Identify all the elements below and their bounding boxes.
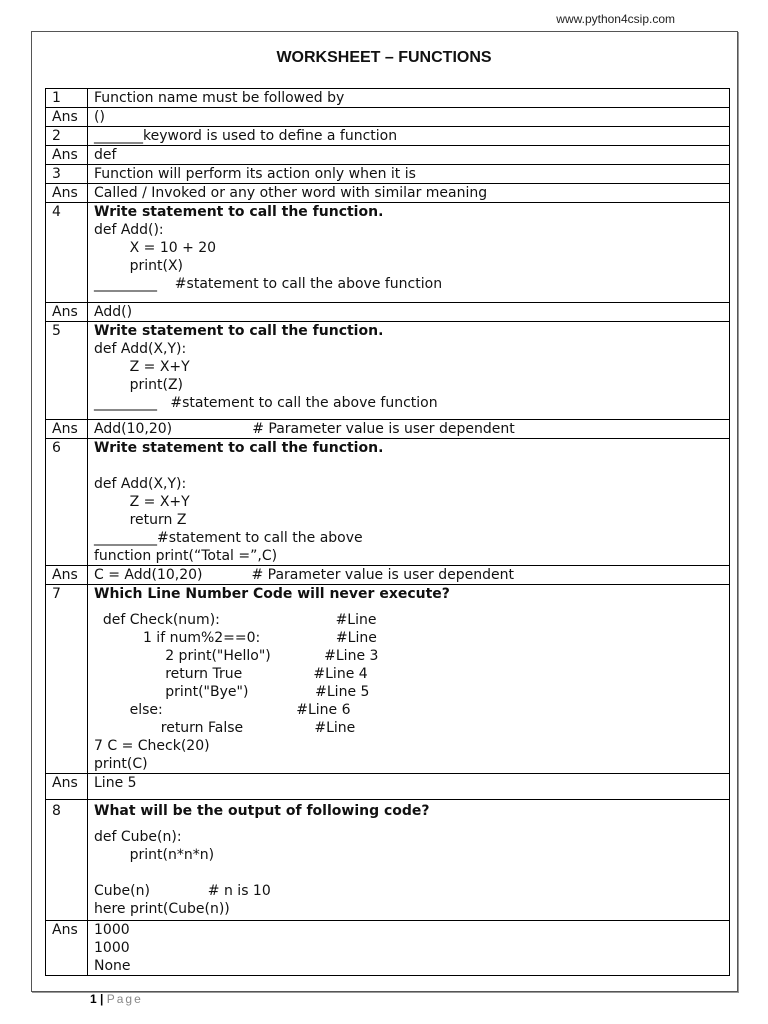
answer-row-8: [46, 921, 730, 976]
question-text: _______keyword is used to define a function: [88, 127, 730, 146]
question-row-1: [46, 89, 730, 108]
question-number: 3: [46, 165, 88, 184]
question-row-4: [46, 203, 730, 303]
question-heading: Write statement to call the function.: [94, 440, 384, 456]
question-row-8: [46, 800, 730, 921]
question-number: 1: [46, 89, 88, 108]
question-row-7: [46, 585, 730, 774]
code-block: def Check(num): #Line 1 if num%2==0: #Line 2 print("Hello") #Line 3 return True #Line 4 print("Bye") #Line 5 else: #Line 6 return False #Line 7 C = Check(20) print(C): [94, 612, 379, 772]
question-number: 6: [46, 439, 88, 566]
answer-label: Ans: [46, 774, 88, 800]
answer-text: Add(10,20) # Parameter value is user dependent: [88, 420, 730, 439]
question-row-6: [46, 439, 730, 566]
page-word: Page: [106, 992, 143, 1006]
answer-label: Ans: [46, 184, 88, 203]
question-cell: [88, 800, 730, 921]
answer-label: Ans: [46, 146, 88, 165]
page-number: 1: [90, 992, 97, 1006]
question-cell: [88, 322, 730, 420]
question-heading: Write statement to call the function.: [94, 204, 384, 220]
question-cell: [88, 203, 730, 303]
code-block: def Add(X,Y): Z = X+Y print(Z) _________ #statement to call the above function: [94, 341, 438, 411]
question-cell: [88, 439, 730, 566]
question-heading: What will be the output of following code?: [94, 803, 430, 819]
code-block: def Add(): X = 10 + 20 print(X) _________ #statement to call the above function: [94, 222, 443, 292]
answer-row-7: [46, 774, 730, 800]
answer-row-4: [46, 303, 730, 322]
answer-label: Ans: [46, 420, 88, 439]
question-number: 4: [46, 203, 88, 303]
answer-text: Line 5: [88, 774, 730, 800]
question-number: 8: [46, 800, 88, 921]
question-row-2: [46, 127, 730, 146]
question-number: 2: [46, 127, 88, 146]
answer-text: Called / Invoked or any other word with similar meaning: [88, 184, 730, 203]
question-text: Function will perform its action only when it is: [88, 165, 730, 184]
footer-separator: |: [100, 992, 104, 1006]
question-number: 5: [46, 322, 88, 420]
question-heading: Write statement to call the function.: [94, 323, 384, 339]
question-text: Function name must be followed by: [88, 89, 730, 108]
answer-text: (): [88, 108, 730, 127]
answer-text: def: [88, 146, 730, 165]
answer-label: Ans: [46, 566, 88, 585]
worksheet-title: WORKSHEET – FUNCTIONS: [276, 49, 492, 66]
code-block: def Add(X,Y): Z = X+Y return Z _________#statement to call the above function print(“Total =”,C): [94, 476, 363, 564]
answer-label: Ans: [46, 921, 88, 976]
page-footer: [90, 992, 143, 1006]
answer-label: Ans: [46, 108, 88, 127]
answer-text: 1000 1000 None: [88, 921, 730, 976]
question-cell: [88, 585, 730, 774]
question-number: 7: [46, 585, 88, 774]
answer-row-2: [46, 146, 730, 165]
answer-label: Ans: [46, 303, 88, 322]
worksheet-table: [45, 88, 730, 976]
answer-row-1: [46, 108, 730, 127]
answer-row-5: [46, 420, 730, 439]
question-row-5: [46, 322, 730, 420]
site-url: www.python4csip.com: [556, 12, 675, 26]
answer-text: C = Add(10,20) # Parameter value is user dependent: [88, 566, 730, 585]
code-block: def Cube(n): print(n*n*n) Cube(n) # n is 10 here print(Cube(n)): [94, 829, 271, 917]
answer-row-3: [46, 184, 730, 203]
question-row-3: [46, 165, 730, 184]
answer-text: Add(): [88, 303, 730, 322]
answer-row-6: [46, 566, 730, 585]
question-heading: Which Line Number Code will never execute?: [94, 586, 450, 602]
